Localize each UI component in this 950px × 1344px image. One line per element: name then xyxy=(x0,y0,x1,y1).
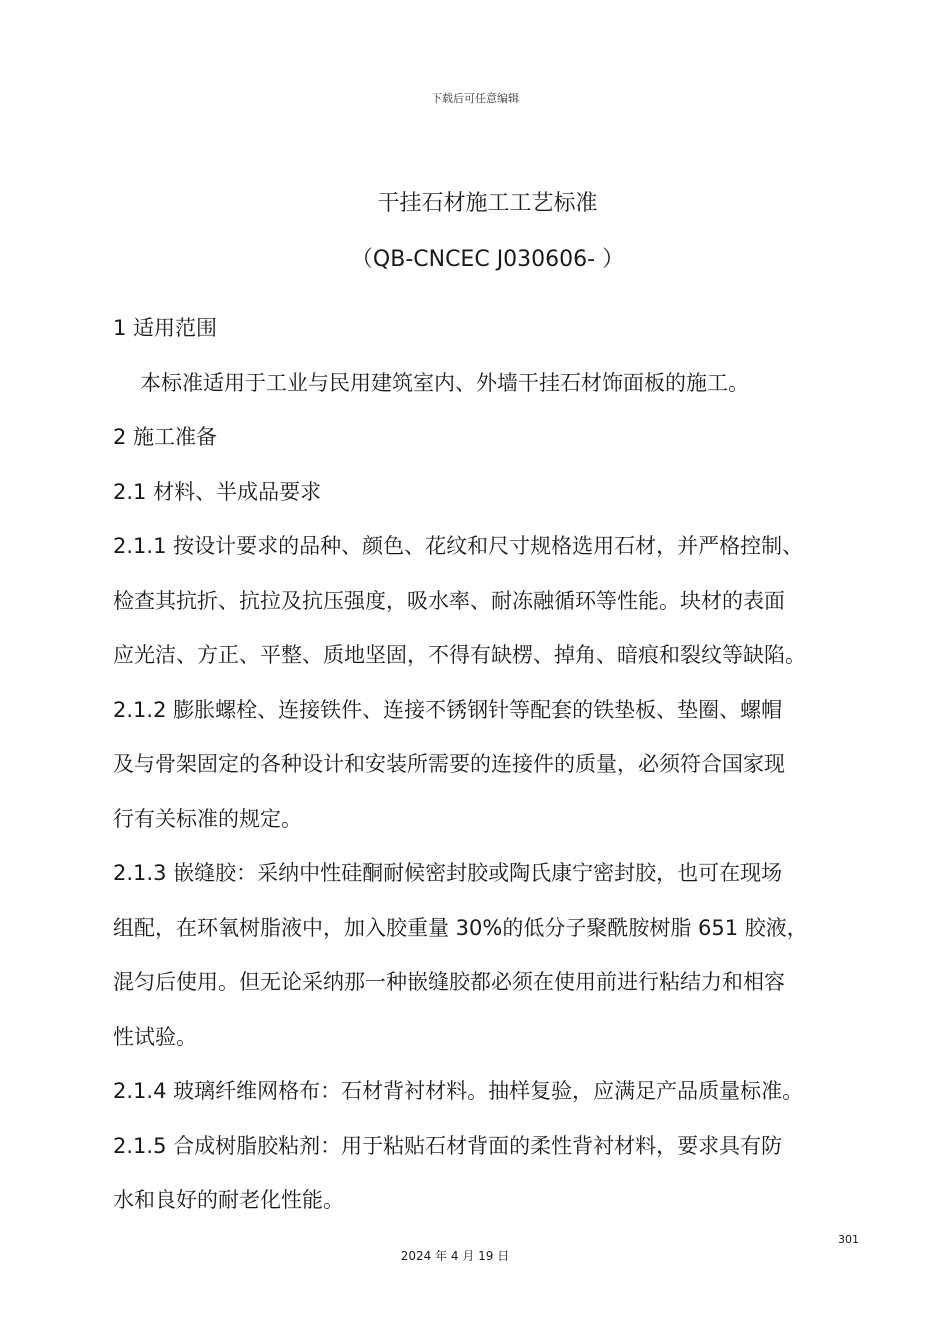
section-heading: 2 施工准备 xyxy=(113,425,218,449)
paragraph-line: 性试验。 xyxy=(113,1024,197,1049)
paragraph-line: 2.1.4 玻璃纤维网格布：石材背衬材料。抽样复验，应满足产品质量标准。 xyxy=(113,1079,804,1103)
paragraph-line: 2.1.3 嵌缝胶：采纳中性硅酮耐候密封胶或陶氏康宁密封胶，也可在现场 xyxy=(113,861,783,885)
page-footer-date: 2024 年 4 月 19 日 xyxy=(400,1249,510,1263)
paragraph-line: 及与骨架固定的各种设计和安装所需要的连接件的质量，必须符合国家现 xyxy=(113,752,785,776)
paragraph-line: 应光洁、方正、平整、质地坚固，不得有缺楞、掉角、暗痕和裂纹等缺陷。 xyxy=(113,643,806,667)
subsection-heading: 2.1 材料、半成品要求 xyxy=(113,479,322,504)
paragraph-line: 2.1.1 按设计要求的品种、颜色、花纹和尺寸规格选用石材，并严格控制、 xyxy=(113,534,804,558)
document-title: 干挂石材施工工艺标准 xyxy=(377,191,598,216)
page-header: 下载后可任意编辑 xyxy=(431,92,519,105)
paragraph-line: 水和良好的耐老化性能。 xyxy=(113,1188,344,1212)
paragraph-line: 行有关标准的规定。 xyxy=(113,806,302,831)
paragraph-line: 组配，在环氧树脂液中，加入胶重量 30%的低分子聚酰胺树脂 651 胶液， xyxy=(113,915,808,940)
page-number: 301 xyxy=(838,1233,859,1246)
section-heading: 1 适用范围 xyxy=(113,316,218,340)
document-code: （QB-CNCEC J030606- ） xyxy=(350,247,625,272)
paragraph-line: 混匀后使用。但无论采纳那一种嵌缝胶都必须在使用前进行粘结力和相容 xyxy=(113,970,785,994)
paragraph-line: 2.1.2 膨胀螺栓、连接铁件、连接不锈钢针等配套的铁垫板、垫圈、螺帽 xyxy=(113,697,783,722)
paragraph-line: 检查其抗折、抗拉及抗压强度，吸水率、耐冻融循环等性能。块材的表面 xyxy=(113,588,785,613)
paragraph-line: 2.1.5 合成树脂胶粘剂：用于粘贴石材背面的柔性背衬材料，要求具有防 xyxy=(113,1133,783,1158)
paragraph-line: 本标准适用于工业与民用建筑室内、外墙干挂石材饰面板的施工。 xyxy=(140,370,749,395)
document-body xyxy=(113,308,873,1235)
